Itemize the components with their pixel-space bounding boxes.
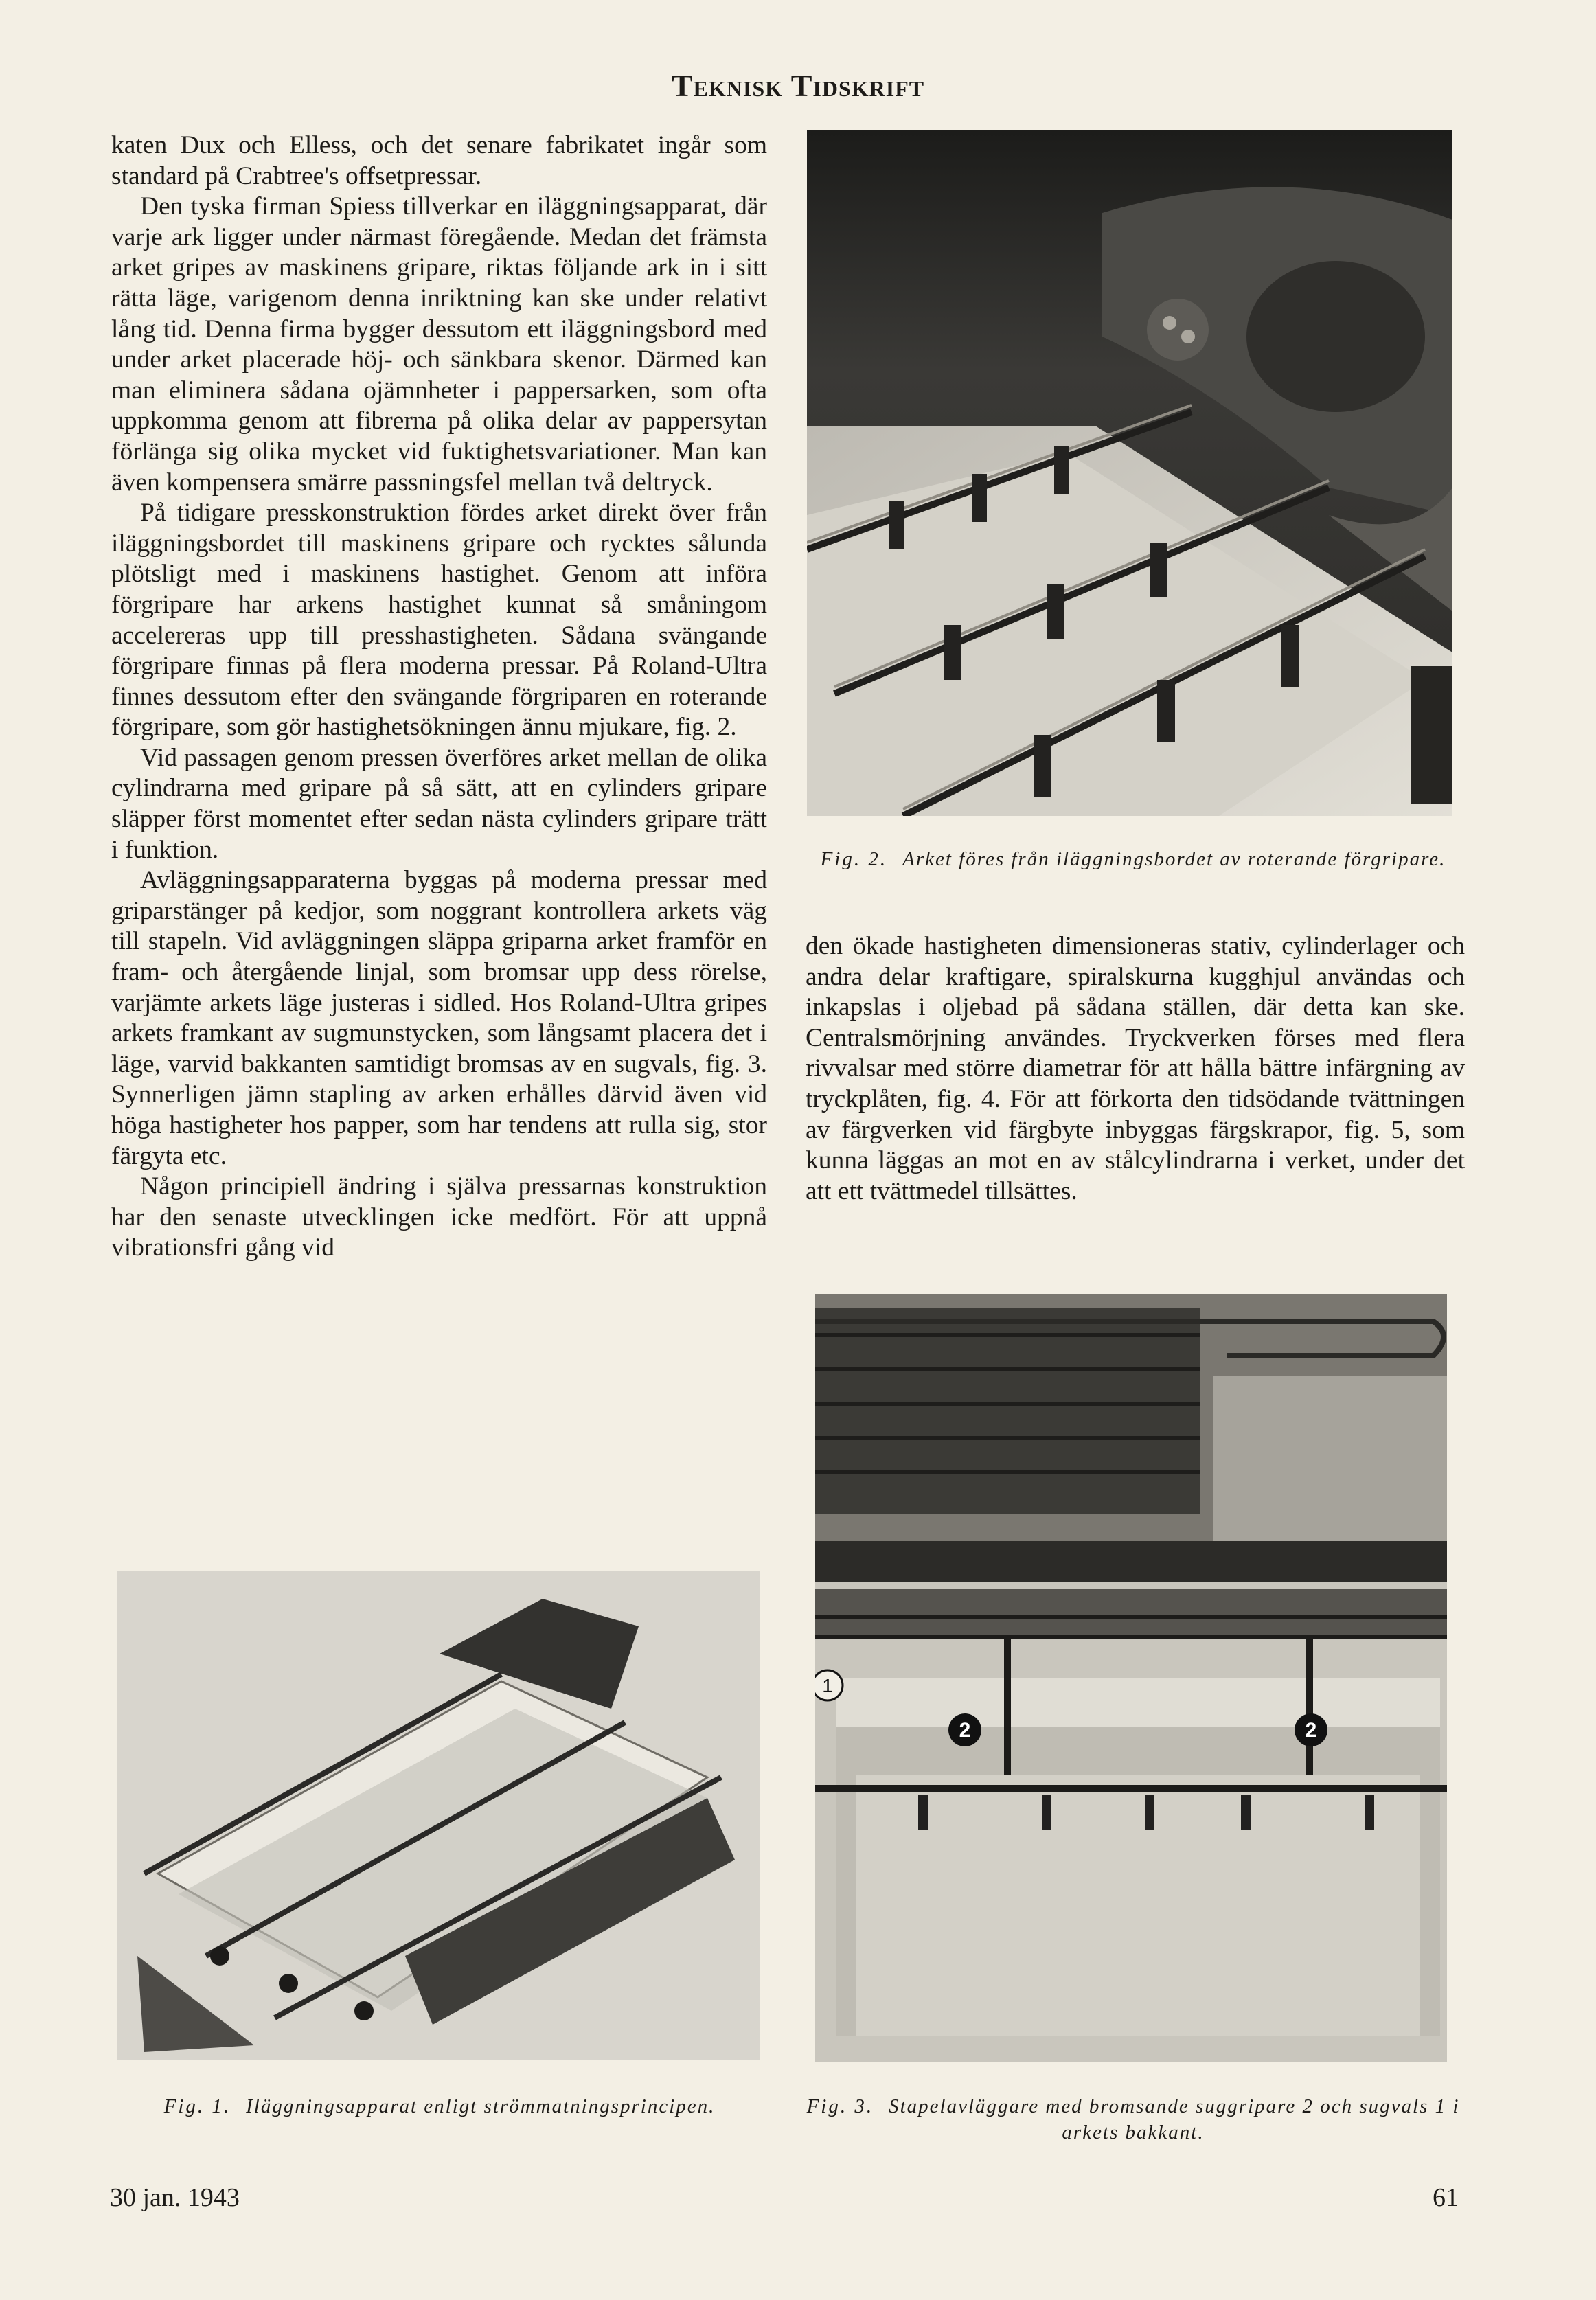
journal-title: Teknisk Tidskrift — [671, 68, 925, 103]
marker-2-left: 2 — [959, 1719, 971, 1742]
figure-2-number: Fig. 2. — [820, 848, 888, 870]
figure-1-caption — [110, 2093, 769, 2119]
paragraph: Avläggningsapparaterna byggas på moderna pressar med griparstänger på kedjor, som noggrant kontrollera arkets väg till stapeln. Vid avläggningen släppa griparna arket framför en fram- och återgående linjal, som bromsar upp dess rörelse, varjämte arkets läge justeras i sidled. Hos Roland-Ultra gripes arkets framkant av sugmunstycken, som långsamt placera det i läge, varvid bakkanten samtidigt bromsas av en sugvals, fig. 3. Synnerligen jämn stapling av arken erhålles därvid även vid höga hastigheter hos papper, som har tendens att rulla sig, stor färgyta etc. — [111, 866, 767, 1170]
page-number: 61 — [1433, 2183, 1459, 2212]
figure-1-photo — [117, 1571, 760, 2060]
figure-1-caption-text: Iläggningsapparat enligt strömmatningsprincipen. — [246, 2095, 716, 2117]
figure-3-caption — [803, 2093, 1463, 2145]
figure-2-caption — [803, 846, 1463, 872]
paragraph: Någon principiell ändring i själva pressarnas konstruktion har den senaste utvecklingen icke medfört. För att uppnå vibrationsfri gång vid — [111, 1172, 767, 1262]
paragraph: Vid passagen genom pressen överföres arket mellan de olika cylindrarna med gripare på så sätt, att en cylinders gripare släpper först momentet efter sedan nästa cylinders gripare trätt i funktion. — [111, 743, 767, 864]
figure-1-number: Fig. 1. — [163, 2095, 231, 2117]
figure-2-photo — [807, 130, 1452, 816]
figure-2-caption-text: Arket föres från iläggningsbordet av roterande förgripare. — [902, 848, 1446, 870]
paragraph: Den tyska firman Spiess tillverkar en iläggningsapparat, där varje ark ligger under närmast föregående. Medan det främsta arket gripes av maskinens gripare, riktas följande ark in i sitt rätta läge, varigenom denna inriktning kan ske under relativt lång tid. Denna firma bygger dessutom ett iläggningsbord med under arket placerade höj- och sänkbara skenor. Därmed kan man eliminera sådana ojämnheter i pappersarken, som ofta uppkomma genom att fibrerna på olika delar av pappersytan förlänga sig olika mycket vid fuktighetsvariationer. Man kan även kompensera smärre passningsfel mellan två deltryck. — [111, 192, 767, 497]
paragraph: den ökade hastigheten dimensioneras stativ, cylinderlager och andra delar kraftigare, spiralskurna kugghjul användas och inkapslas i oljebad på sådana ställen, där detta kan ske. Centralsmörjning användes. Tryckverken förses med flera rivvalsar med större diametrar för att hålla bättre infärgning av tryckplåten, fig. 4. För att förkorta den tidsödande tvättningen av färgverken vid färgbyte inbyggas färgskrapor, fig. 5, som kunna läggas an mot en av stålcylindrarna i verket, under det att ett tvättmedel tillsättes. — [806, 932, 1465, 1205]
marker-2-right: 2 — [1305, 1719, 1317, 1742]
right-text-column — [806, 931, 1465, 1207]
figure-3-photo — [815, 1294, 1447, 2062]
marker-1: 1 — [822, 1675, 833, 1696]
figure-3-number: Fig. 3. — [806, 2095, 874, 2117]
paragraph: katen Dux och Elless, och det senare fabrikatet ingår som standard på Crabtree's offsetpressar. — [111, 131, 767, 190]
paragraph: På tidigare presskonstruktion fördes arket direkt över från iläggningsbordet till maskinens gripare och rycktes sålunda plötsligt med i maskinens hastighet. Genom att införa förgripare har arkens hastighet kunnat så småningom accelereras upp till presshastigheten. Sådana svängande förgripare finnas på flera moderna pressar. På Roland-Ultra finnes dessutom efter den svängande förgriparen en roterande förgripare, som gör hastighetsökningen ännu mjukare, fig. 2. — [111, 499, 767, 742]
issue-date: 30 jan. 1943 — [110, 2183, 240, 2212]
figure-3-caption-text: Stapelavläggare med bromsande suggripare 2 och sugvals 1 i arkets bakkant. — [889, 2095, 1460, 2143]
left-text-column — [111, 130, 767, 1264]
